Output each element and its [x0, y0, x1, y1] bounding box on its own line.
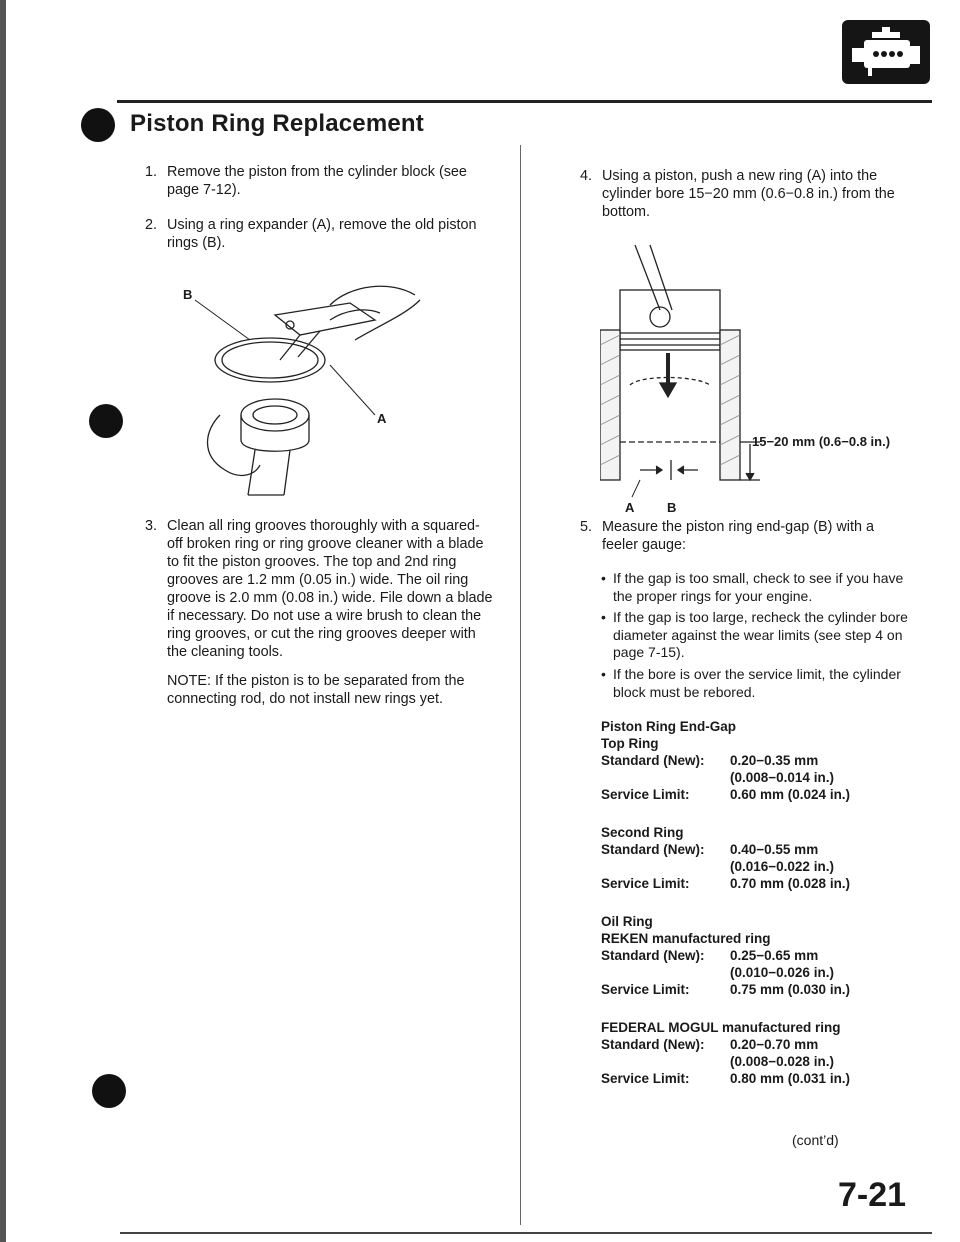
- cylinder-bore-illustration: [600, 235, 920, 515]
- spec-row: Service Limit: 0.60 mm (0.024 in.): [601, 787, 851, 802]
- continued-label: (cont’d): [792, 1132, 839, 1148]
- step-text: Remove the piston from the cylinder block (see page 7-12).: [167, 164, 467, 198]
- bullet-item: • If the gap is too small, check to see if you have the proper rings for your engine.: [601, 570, 904, 604]
- label-a: A: [377, 411, 387, 426]
- spec-ring-name: Second Ring: [601, 825, 684, 840]
- spec-manufacturer: REKEN manufactured ring: [601, 931, 771, 946]
- margin-bullet: [89, 404, 123, 438]
- bullet-item: • If the bore is over the service limit, the cylinder block must be rebored.: [601, 666, 901, 700]
- step-text: Clean all ring grooves thoroughly with a squared-off broken ring or ring groove cleaner with a blade to fit the piston grooves. The top and 2nd ring grooves are 1.2 mm (0.05 in.) wide. The oil ring groove is 2.0 mm (0.08 in.) wide. File down a blade if necessary. Do not use a wire brush to clean the ring grooves, or cut the ring grooves deeper with the cleaning tools.: [167, 518, 493, 660]
- step-number: 5.: [580, 519, 593, 535]
- step-text: Using a piston, push a new ring (A) into the cylinder bore 15−20 mm (0.6−0.8 in.) from the bottom.: [602, 168, 895, 220]
- spec-row: (0.010−0.026 in.): [730, 965, 834, 980]
- section-bullet: [81, 108, 115, 142]
- header-rule: [117, 100, 932, 103]
- spec-row: Service Limit: 0.80 mm (0.031 in.): [601, 1071, 851, 1086]
- ring-expander-illustration: [180, 265, 440, 505]
- step-4: [580, 167, 910, 221]
- label-b: B: [183, 287, 193, 302]
- page-spine: [0, 0, 6, 1242]
- step-1: [145, 163, 485, 199]
- step-number: 3.: [145, 518, 158, 534]
- spec-row: Standard (New): 0.20−0.70 mm: [601, 1037, 819, 1052]
- spec-heading: Piston Ring End-Gap: [601, 719, 736, 734]
- footer-rule: [120, 1232, 932, 1234]
- label-a: A: [625, 500, 635, 515]
- engine-icon: [842, 20, 930, 84]
- page-number: 7-21: [838, 1176, 907, 1214]
- step-number: 2.: [145, 217, 158, 233]
- step-text: Using a ring expander (A), remove the old piston rings (B).: [167, 217, 477, 251]
- step-3: [145, 517, 495, 661]
- bullet-item: • If the gap is too large, recheck the cylinder bore diameter against the wear limits (see step 4 on page 7-15).: [601, 609, 908, 660]
- spec-row: (0.008−0.028 in.): [730, 1054, 834, 1069]
- label-b: B: [667, 500, 677, 515]
- step-5: [580, 518, 910, 554]
- step-text: Measure the piston ring end-gap (B) with a feeler gauge:: [602, 519, 874, 553]
- spec-row: (0.008−0.014 in.): [730, 770, 834, 785]
- spec-row: Standard (New): 0.25−0.65 mm: [601, 948, 819, 963]
- dimension-label: 15−20 mm (0.6−0.8 in.): [752, 434, 891, 449]
- spec-row: (0.016−0.022 in.): [730, 859, 834, 874]
- spec-row: Service Limit: 0.75 mm (0.030 in.): [601, 982, 851, 997]
- step-number: 1.: [145, 164, 158, 180]
- spec-manufacturer: FEDERAL MOGUL manufactured ring: [601, 1020, 841, 1035]
- spec-ring-name: Top Ring: [601, 736, 659, 751]
- page-title: Piston Ring Replacement: [130, 110, 424, 137]
- note-text: NOTE: If the piston is to be separated from the connecting rod, do not install new rings yet.: [167, 673, 465, 707]
- column-divider: [520, 145, 521, 1225]
- spec-ring-name: Oil Ring: [601, 914, 653, 929]
- spec-row: Standard (New): 0.40−0.55 mm: [601, 842, 819, 857]
- margin-bullet: [92, 1074, 126, 1108]
- step-2: [145, 216, 485, 252]
- spec-row: Service Limit: 0.70 mm (0.028 in.): [601, 876, 851, 891]
- spec-row: Standard (New): 0.20−0.35 mm: [601, 753, 819, 768]
- step-number: 4.: [580, 168, 593, 184]
